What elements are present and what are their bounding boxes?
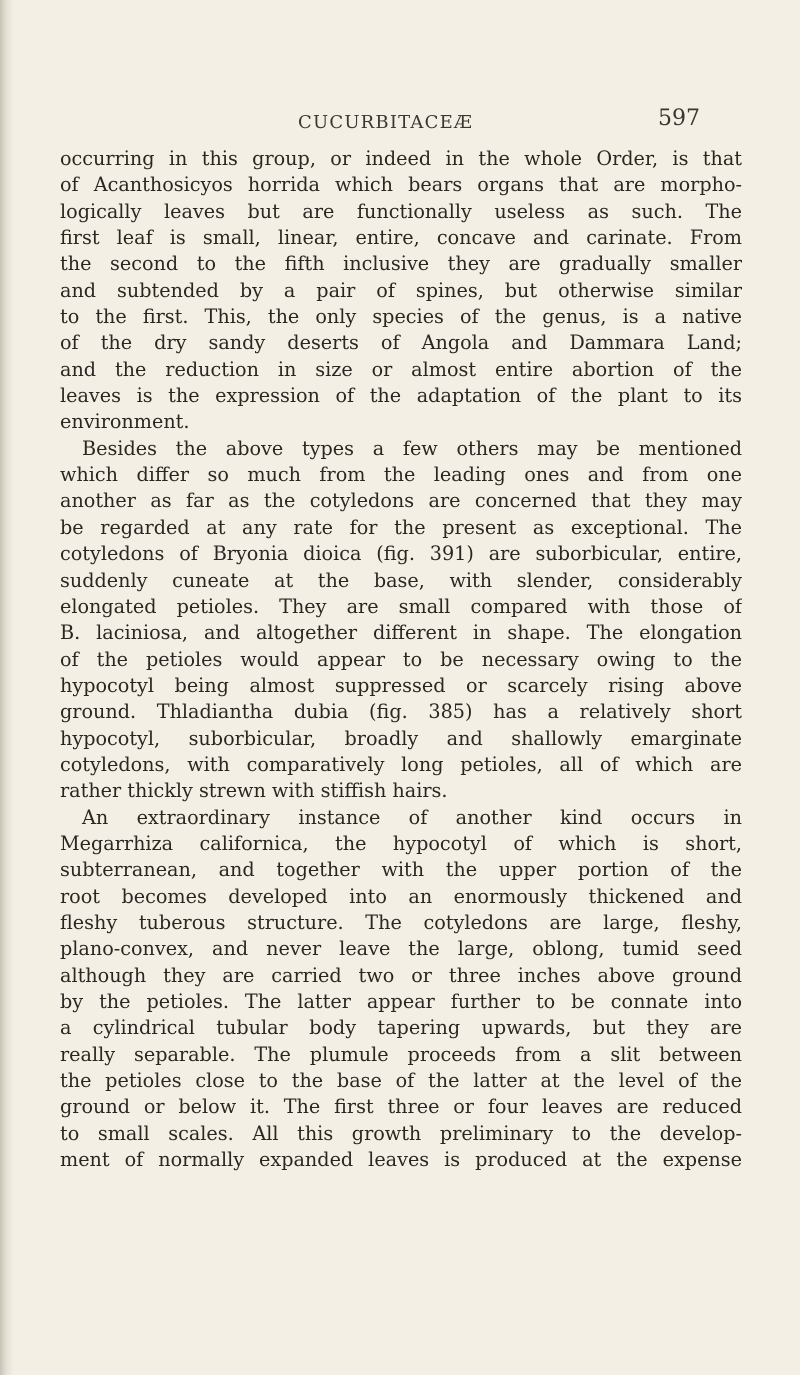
text-line: ground. Thladiantha dubia (fig. 385) has a relatively short bbox=[60, 700, 742, 724]
text-line: another as far as the cotyledons are concerned that they may bbox=[60, 489, 742, 513]
text-line: hypocotyl being almost suppressed or scarcely rising above bbox=[60, 673, 742, 697]
text-line: Megarrhiza californica, the hypocotyl of which is short, bbox=[60, 831, 742, 855]
text-line: of the dry sandy deserts of Angola and Dammara Land; bbox=[60, 331, 742, 355]
text-line: to the first. This, the only species of the genus, is a native bbox=[60, 305, 742, 329]
text-line: first leaf is small, linear, entire, concave and carinate. From bbox=[60, 226, 742, 250]
text-line: logically leaves but are functionally useless as such. The bbox=[60, 199, 742, 223]
text-line: ground or below it. The first three or four leaves are reduced bbox=[60, 1095, 742, 1119]
text-line: by the petioles. The latter appear further to be connate into bbox=[60, 990, 742, 1013]
page-number: 597 bbox=[658, 106, 700, 131]
text-line: B. laciniosa, and altogether different in shape. The elongation bbox=[60, 621, 742, 645]
body-text bbox=[60, 146, 742, 1173]
running-title: CUCURBITACEÆ bbox=[298, 112, 474, 133]
text-line: fleshy tuberous structure. The cotyledons are large, fleshy, bbox=[60, 910, 742, 934]
text-line: be regarded at any rate for the present as exceptional. The bbox=[60, 515, 742, 539]
text-line: the second to the fifth inclusive they are gradually smaller bbox=[60, 252, 742, 276]
text-line: elongated petioles. They are small compared with those of bbox=[60, 594, 742, 618]
text-line: cotyledons of Bryonia dioica (fig. 391) are suborbicular, entire, bbox=[60, 542, 742, 566]
text-line: leaves is the expression of the adaptation of the plant to its bbox=[60, 384, 742, 408]
text-line: really separable. The plumule proceeds from a slit between bbox=[60, 1042, 742, 1066]
text-line: although they are carried two or three inches above ground bbox=[60, 963, 742, 987]
text-line: of Acanthosicyos horrida which bears organs that are morpho- bbox=[60, 173, 742, 197]
running-head bbox=[0, 106, 800, 142]
text-line: environment. bbox=[60, 410, 190, 434]
text-line: a cylindrical tubular body tapering upwards, but they are bbox=[60, 1016, 742, 1040]
text-line: hypocotyl, suborbicular, broadly and shallowly emarginate bbox=[60, 726, 742, 750]
text-line: plano-convex, and never leave the large, oblong, tumid seed bbox=[60, 937, 742, 961]
text-line: of the petioles would appear to be necessary owing to the bbox=[60, 647, 742, 671]
text-line: ment of normally expanded leaves is produced at the expense bbox=[60, 1148, 742, 1172]
text-line: Besides the above types a few others may be mentioned bbox=[82, 436, 742, 460]
text-line: cotyledons, with comparatively long petioles, all of which are bbox=[60, 752, 742, 776]
text-line: occurring in this group, or indeed in the whole Order, is that bbox=[60, 147, 742, 170]
text-line: the petioles close to the base of the latter at the level of the bbox=[60, 1069, 742, 1093]
text-line: root becomes developed into an enormously thickened and bbox=[60, 884, 742, 908]
text-line: An extraordinary instance of another kind occurs in bbox=[82, 805, 742, 829]
text-line: rather thickly strewn with stiffish hairs. bbox=[60, 779, 448, 803]
text-line: which differ so much from the leading ones and from one bbox=[60, 463, 742, 487]
text-line: subterranean, and together with the upper portion of the bbox=[60, 858, 742, 882]
text-line: and the reduction in size or almost entire abortion of the bbox=[60, 357, 742, 381]
text-line: suddenly cuneate at the base, with slender, considerably bbox=[60, 568, 742, 592]
text-line: and subtended by a pair of spines, but otherwise similar bbox=[60, 278, 742, 302]
text-line: to small scales. All this growth preliminary to the develop- bbox=[60, 1121, 742, 1145]
